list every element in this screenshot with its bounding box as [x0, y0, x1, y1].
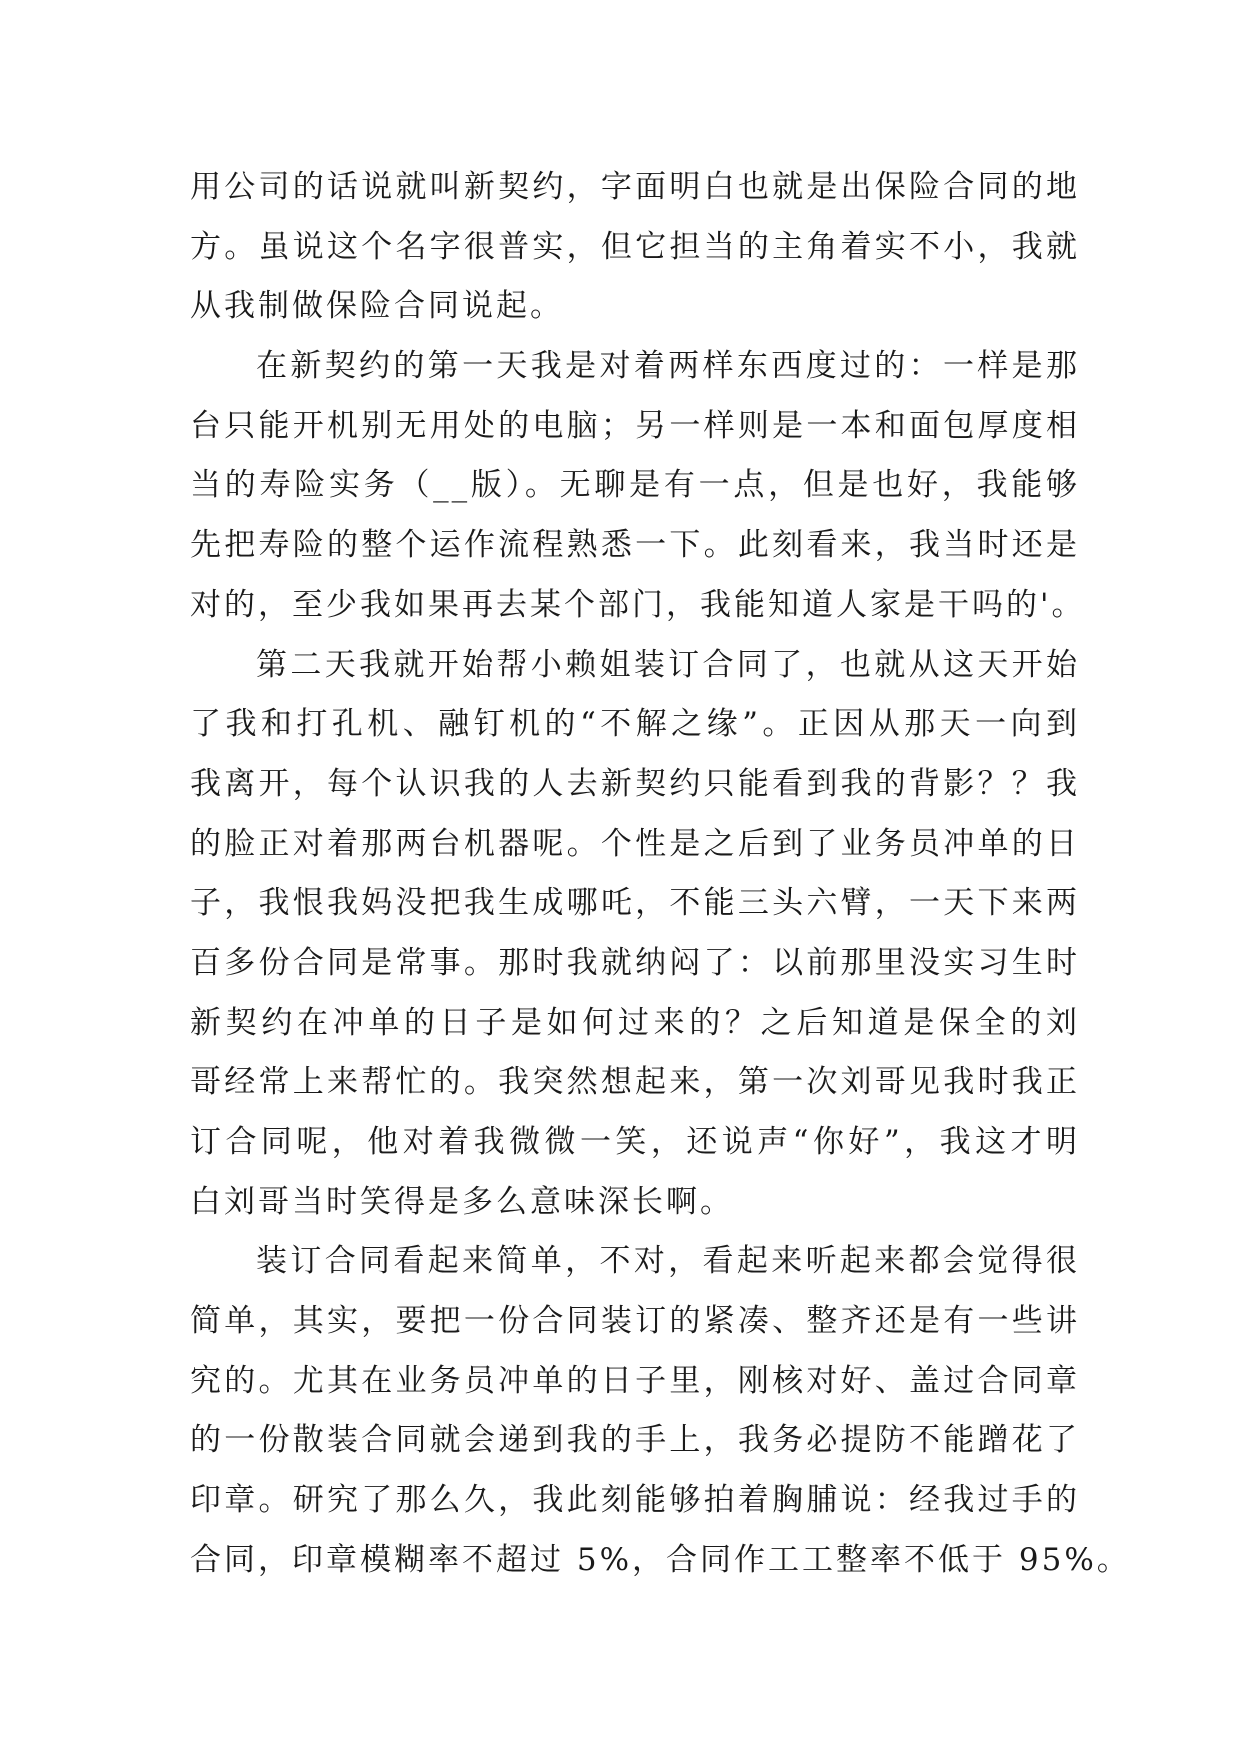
text-line: 装订合同看起来简单，不对，看起来听起来都会觉得很 [256, 1243, 1080, 1280]
text-line: 究的。尤其在业务员冲单的日子里，刚核对好、盖过合同章 [190, 1362, 1080, 1399]
text-line: 我离开，每个认识我的人去新契约只能看到我的背影？？我 [190, 765, 1080, 802]
text-line: 哥经常上来帮忙的。我突然想起来，第一次刘哥见我时我正 [190, 1064, 1080, 1101]
text-line: 从我制做保险合同说起。 [190, 288, 564, 325]
text-line: 新契约在冲单的日子是如何过来的？之后知道是保全的刘 [190, 1004, 1080, 1041]
text-line: 在新契约的第一天我是对着两样东西度过的：一样是那 [256, 348, 1080, 385]
text-line: 方。虽说这个名字很普实，但它担当的主角着实不小，我就 [190, 228, 1080, 265]
text-line: 台只能开机别无用处的电脑；另一样则是一本和面包厚度相 [190, 407, 1080, 444]
text-line: 第二天我就开始帮小赖姐装订合同了，也就从这天开始 [256, 646, 1080, 683]
text-line: 的一份散装合同就会递到我的手上，我务必提防不能蹭花了 [190, 1422, 1080, 1459]
text-line: 简单，其实，要把一份合同装订的紧凑、整齐还是有一些讲 [190, 1303, 1080, 1340]
text-line: 的脸正对着那两台机器呢。个性是之后到了业务员冲单的日 [190, 825, 1080, 862]
text-line: 白刘哥当时笑得是多么意味深长啊。 [190, 1183, 734, 1220]
text-line: 印章。研究了那么久，我此刻能够拍着胸脯说：经我过手的 [190, 1482, 1080, 1519]
text-line: 用公司的话说就叫新契约，字面明白也就是出保险合同的地 [190, 169, 1080, 205]
text-line: 合同，印章模糊率不超过 5%，合同作工工整率不低于 95%。 [190, 1541, 1131, 1578]
body-text [190, 158, 1131, 1591]
text-line: 对的，至少我如果再去某个部门，我能知道人家是干吗的'。 [190, 586, 1086, 623]
text-line: 先把寿险的整个运作流程熟悉一下。此刻看来，我当时还是 [190, 527, 1080, 564]
text-line: 百多份合同是常事。那时我就纳闷了：以前那里没实习生时 [190, 944, 1080, 981]
text-line: 当的寿险实务（__版）。无聊是有一点，但是也好，我能够 [190, 467, 1080, 504]
text-line: 了我和打孔机、融钉机的“不解之缘”。正因从那天一向到 [190, 706, 1080, 743]
text-line: 子，我恨我妈没把我生成哪吒，不能三头六臂，一天下来两 [190, 885, 1080, 922]
text-line: 订合同呢，他对着我微微一笑，还说声“你好”，我这才明 [190, 1124, 1080, 1160]
